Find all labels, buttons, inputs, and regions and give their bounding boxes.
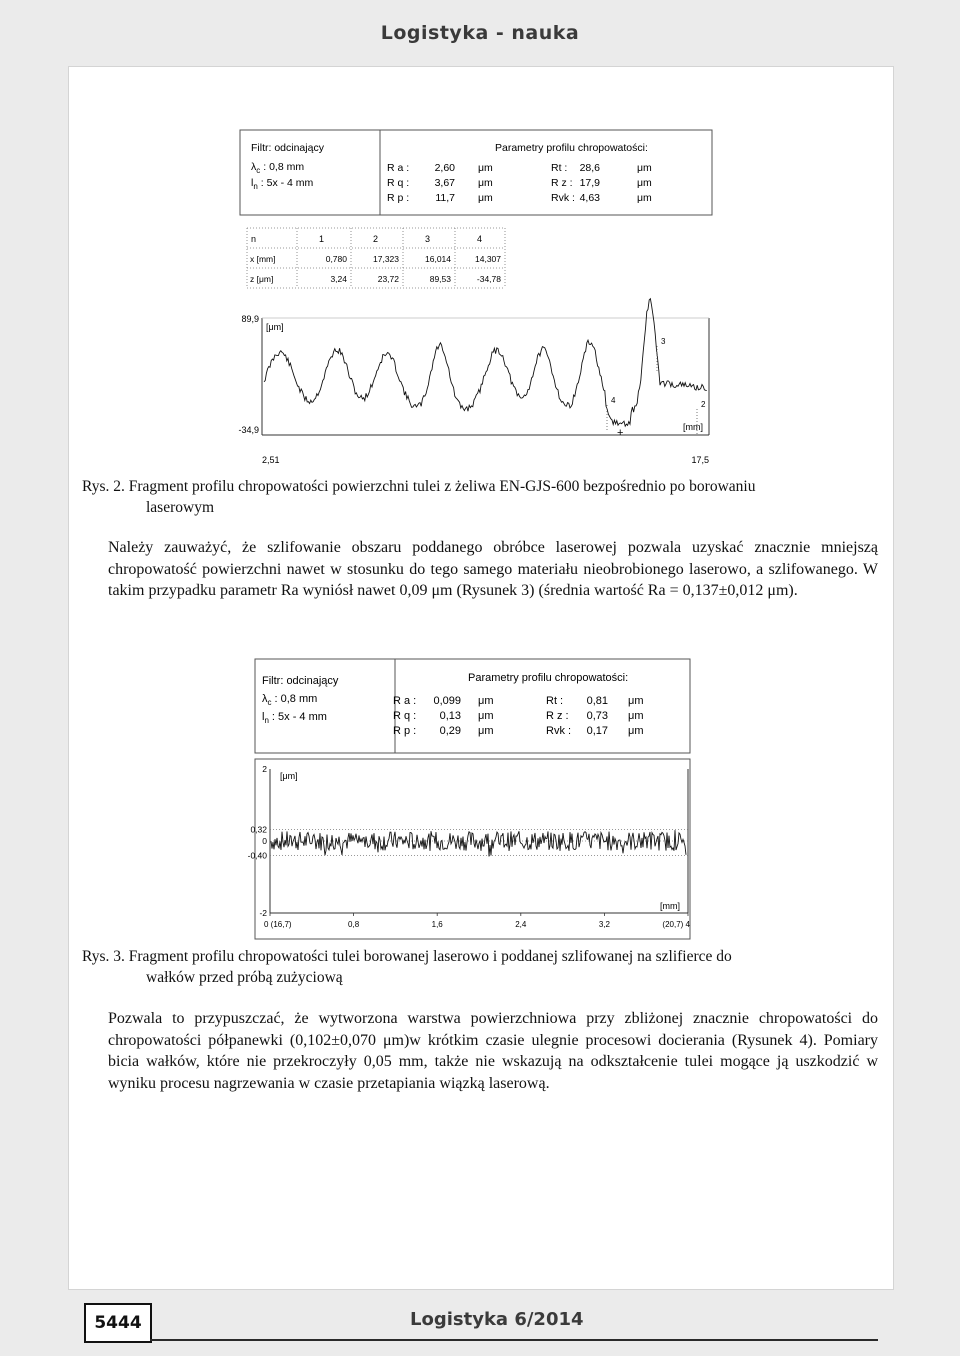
fig3-y-tick-label: -0,40: [247, 850, 267, 861]
fig3-profile-chart: [248, 759, 691, 939]
fig3-param-unit: μm: [628, 695, 644, 707]
fig3-y-tick-label: 0: [262, 836, 267, 846]
fig3-param-unit: μm: [478, 695, 494, 707]
fig3-param-unit: μm: [628, 725, 644, 737]
table-cell: 0,780: [325, 254, 347, 264]
fig3-chart-frame: [255, 759, 690, 939]
fig3-param-name: Rt :: [546, 695, 564, 707]
fig3-x-tick-label: (20,7) 4: [662, 920, 690, 929]
fig3-x-tick-label: 2,4: [515, 920, 527, 929]
table-cell: 23,72: [377, 274, 399, 284]
fig2-caption-label: Rys. 2.: [82, 478, 125, 495]
fig3-lambda-sub: c: [267, 698, 272, 707]
fig3-params-title: Parametry profilu chropowatości:: [468, 672, 629, 684]
fig3-x-tick-label: 3,2: [598, 920, 610, 929]
fig3-x-tick-label: 0,8: [348, 920, 360, 929]
table-cell: 16,014: [425, 254, 451, 264]
fig3-ln-sub: n: [264, 716, 269, 725]
fig3-lambda: λ: [262, 693, 268, 705]
fig2-marker-label: 2: [701, 400, 706, 409]
fig2-marker-label: 3: [661, 337, 666, 346]
fig3-param-value: 0,13: [439, 710, 461, 722]
fig3-param-name: R q :: [393, 710, 417, 722]
fig3-caption-label: Rys. 3.: [82, 948, 125, 965]
figure-3-caption: [82, 946, 872, 988]
fig2-param-name: R z :: [551, 177, 573, 189]
fig3-y-unit: [μm]: [280, 771, 298, 781]
fig2-param-unit: μm: [478, 177, 493, 189]
fig3-lambda-value: : 0,8 mm: [274, 693, 318, 705]
svg-text:ln: 5x - 4 mm: [262, 711, 327, 725]
fig3-param-name: Rvk :: [546, 725, 572, 737]
fig3-param-name: R a :: [393, 695, 417, 707]
fig3-caption-cont: wałków przed próbą zużyciową: [146, 969, 343, 986]
fig2-caption-cont: laserowym: [146, 499, 215, 516]
fig2-param-name: R q :: [387, 177, 410, 189]
table-row-label: x [mm]: [250, 254, 276, 264]
fig3-caption-text: Fragment profilu chropowatości tulei borowanej laserowo i poddanej szlifowanej na szlifierce do: [128, 948, 732, 965]
fig3-x-tick-label: 0 (16,7): [264, 920, 292, 929]
fig2-param-value: 17,9: [579, 177, 600, 189]
fig3-ln-value: : 5x - 4 mm: [271, 711, 327, 723]
fig2-profile-chart: [238, 299, 709, 465]
fig2-ln-sub: n: [253, 182, 258, 191]
table-header: 3: [425, 234, 431, 244]
figure-2-caption: [82, 476, 872, 518]
page-number: 5444: [84, 1303, 152, 1343]
fig2-x-right-label: 17,5: [691, 455, 709, 465]
paragraph-2-text: Pozwala to przypuszczać, że wytworzona warstwa powierzchniowa przy zbliżonej znacznie chropowatości do chropowatości półpanewki (0,102±0,070 μm)w krótkim czasie ulegnie procesowi docierania (Rysunek 4). Pomiary bicia wałków, które nie przekroczyły 0,05 mm, także nie wskazują na odkształcenie tulei mogące ją uszkodzić w wyniku procesu nagrzewania w czasie przetapiania wiązką laserową.: [108, 1010, 878, 1092]
fig3-param-value: 0,81: [586, 695, 608, 707]
running-header: Logistyka - nauka: [380, 22, 580, 44]
fig3-param-value: 0,29: [439, 725, 461, 737]
table-header: 1: [319, 234, 325, 244]
fig2-param-name: R p :: [387, 192, 410, 204]
fig2-param-unit: μm: [637, 177, 652, 189]
fig2-param-unit: μm: [637, 162, 652, 174]
paragraph-1-text: Należy zauważyć, że szlifowanie obszaru poddanego obróbce laserowej pozwala uzyskać znacznie mniejszą chropowatość powierzchni nawet w stosunku do tego samego materiału nieobrobionego laserowo, a szlifowanego. W takim przypadku parametr Ra wyniósł nawet 0,09 μm (Rysunek 3) (średnia wartość Ra = 0,137±0,012 μm).: [108, 539, 878, 599]
fig2-y-top-label: 89,9: [241, 314, 259, 324]
fig2-lambda-value: : 0,8 mm: [263, 161, 305, 173]
fig2-params-title: Parametry profilu chropowatości:: [495, 142, 648, 154]
journal-issue: Logistyka 6/2014: [410, 1309, 584, 1330]
fig2-param-unit: μm: [637, 192, 652, 204]
fig2-param-name: Rt :: [551, 162, 568, 174]
fig2-cursor-mark: +: [617, 427, 624, 439]
fig3-x-unit: [mm]: [660, 901, 680, 911]
fig3-y-tick-label: -2: [259, 908, 267, 918]
fig2-param-value: 4,63: [579, 192, 600, 204]
table-cell: 14,307: [475, 254, 501, 264]
table-cell: 89,53: [429, 274, 451, 284]
fig2-lambda: λ: [251, 161, 257, 173]
fig2-y-unit: [μm]: [266, 322, 284, 332]
fig3-param-name: R z :: [546, 710, 569, 722]
fig3-y-tick-label: 0,32: [250, 824, 267, 835]
figure-2: [225, 120, 725, 475]
table-cell: 3,24: [330, 274, 347, 284]
fig3-ln: l: [262, 711, 265, 723]
fig2-filter-title: Filtr: odcinający: [251, 142, 324, 154]
fig3-param-unit: μm: [628, 710, 644, 722]
fig2-param-value: 11,7: [435, 192, 455, 204]
fig2-param-unit: μm: [478, 192, 493, 204]
fig2-ln-value: : 5x - 4 mm: [260, 177, 314, 189]
fig2-point-table: [247, 228, 505, 288]
fig3-param-value: 0,73: [586, 710, 608, 722]
fig3-param-name: R p :: [393, 725, 417, 737]
fig2-y-bottom-label: -34,9: [238, 425, 259, 435]
figure-3: [247, 655, 700, 945]
svg-text:ln: 5x - 4 mm: [251, 177, 314, 191]
fig2-param-value: 2,60: [434, 162, 455, 174]
table-header: n: [251, 234, 257, 244]
paragraph-1: [82, 537, 878, 602]
table-cell: -34,78: [476, 274, 501, 284]
fig3-y-tick-label: 2: [262, 764, 267, 774]
table-header: 4: [477, 234, 483, 244]
fig2-ln: l: [251, 177, 254, 189]
paragraph-2: [82, 1008, 878, 1094]
fig2-x-unit: [mm]: [683, 422, 703, 432]
fig2-marker-label: 4: [611, 396, 616, 405]
fig2-lambda-sub: c: [256, 166, 261, 175]
fig2-param-value: 3,67: [434, 177, 455, 189]
table-header: 2: [373, 234, 379, 244]
table-row-label: z [μm]: [250, 274, 274, 284]
table-cell: 17,323: [373, 254, 399, 264]
fig2-x-left-label: 2,51: [262, 455, 280, 465]
fig3-param-unit: μm: [478, 725, 494, 737]
fig3-param-value: 0,17: [586, 725, 608, 737]
fig2-param-name: Rvk :: [551, 192, 575, 204]
fig3-filter-title: Filtr: odcinający: [262, 675, 339, 687]
fig3-param-unit: μm: [478, 710, 494, 722]
fig2-param-value: 28,6: [579, 162, 600, 174]
fig2-param-name: R a :: [387, 162, 410, 174]
fig2-param-unit: μm: [478, 162, 493, 174]
footer-rule: [150, 1339, 878, 1341]
fig3-param-value: 0,099: [433, 695, 461, 707]
fig2-caption-text: Fragment profilu chropowatości powierzchni tulei z żeliwa EN-GJS-600 bezpośrednio po borowaniu: [128, 478, 756, 495]
fig3-x-tick-label: 1,6: [431, 920, 443, 929]
